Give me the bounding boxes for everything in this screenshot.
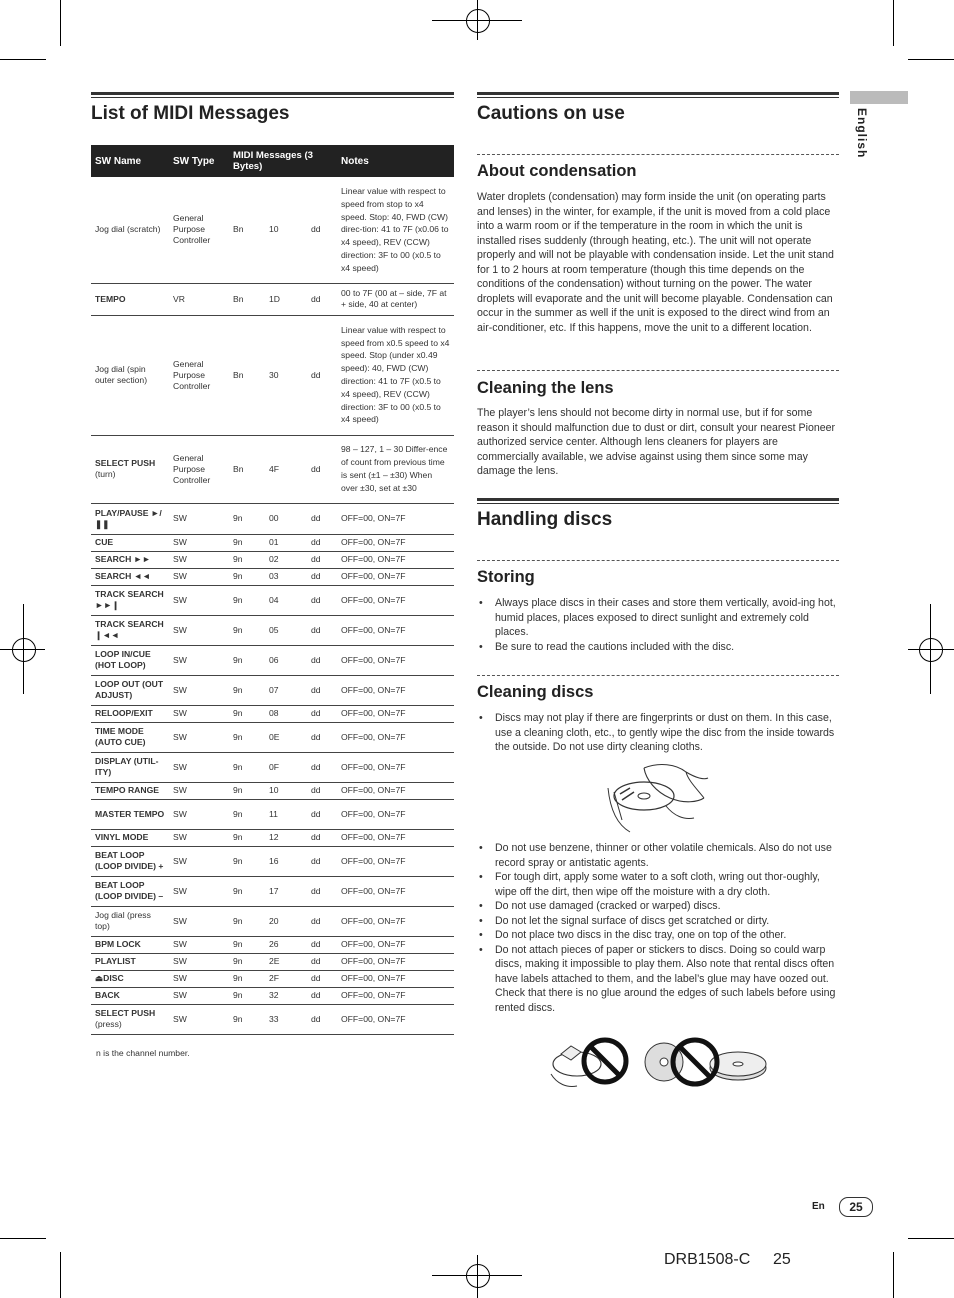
byte3-cell: dd xyxy=(307,846,337,876)
notes-cell: OFF=00, ON=7F xyxy=(337,953,454,970)
table-row xyxy=(91,503,454,534)
sw-name-cell xyxy=(91,315,169,435)
table-row xyxy=(91,705,454,722)
byte2-cell: 17 xyxy=(265,876,307,906)
notes-cell: OFF=00, ON=7F xyxy=(337,906,454,936)
sw-name-cell xyxy=(91,987,169,1004)
sw-type-cell: SW xyxy=(169,936,229,953)
sw-type-cell: SW xyxy=(169,752,229,782)
sw-name-cell xyxy=(91,722,169,752)
cleaning-list-1 xyxy=(477,711,839,755)
sw-name-text: ⏏DISC xyxy=(95,973,124,983)
sw-name-cell xyxy=(91,799,169,829)
sw-type-cell: SW xyxy=(169,846,229,876)
sw-name-text: SEARCH ◄◄ xyxy=(95,571,151,581)
table-row xyxy=(91,799,454,829)
table-row xyxy=(91,987,454,1004)
notes-cell: OFF=00, ON=7F xyxy=(337,722,454,752)
sw-name-text: BEAT LOOP (LOOP DIVIDE) + xyxy=(95,850,164,871)
table-row xyxy=(91,534,454,551)
sw-name-cell xyxy=(91,615,169,645)
table-row xyxy=(91,953,454,970)
byte2-cell: 04 xyxy=(265,585,307,615)
table-row xyxy=(91,970,454,987)
sw-name-cell xyxy=(91,705,169,722)
byte1-cell: Bn xyxy=(229,283,265,315)
byte3-cell: dd xyxy=(307,705,337,722)
sw-name-text: TEMPO RANGE xyxy=(95,785,159,795)
sw-name-text: TRACK SEARCH ►►❙ xyxy=(95,589,164,610)
byte2-cell: 26 xyxy=(265,936,307,953)
byte3-cell: dd xyxy=(307,315,337,435)
byte1-cell: Bn xyxy=(229,177,265,283)
list-item: • Be sure to read the cautions included with the disc. xyxy=(477,640,837,655)
table-row xyxy=(91,283,454,315)
midi-title: List of MIDI Messages xyxy=(91,103,290,124)
sw-name-text: BACK xyxy=(95,990,120,1000)
sw-name-cell xyxy=(91,177,169,283)
sw-name-text: LOOP IN/CUE (HOT LOOP) xyxy=(95,649,151,670)
byte1-cell: 9n xyxy=(229,970,265,987)
byte1-cell: Bn xyxy=(229,315,265,435)
sw-name-text: MASTER TEMPO xyxy=(95,808,165,819)
byte1-cell: 9n xyxy=(229,568,265,585)
list-item: • Always place discs in their cases and store them vertically, avoid-ing hot, humid places, places exposed to direct sunlight and extremely cold places. xyxy=(477,596,837,640)
sw-name-text: Jog dial (press top) xyxy=(95,910,151,931)
byte3-cell: dd xyxy=(307,953,337,970)
cleaning-list-2 xyxy=(477,841,839,1015)
cautions-title: Cautions on use xyxy=(477,103,625,124)
byte2-cell: 12 xyxy=(265,829,307,846)
notes-cell: OFF=00, ON=7F xyxy=(337,782,454,799)
language-tab xyxy=(850,91,908,104)
byte1-cell: 9n xyxy=(229,846,265,876)
byte1-cell: 9n xyxy=(229,645,265,675)
sw-name-cell xyxy=(91,846,169,876)
sw-name-cell xyxy=(91,876,169,906)
sw-type-cell: SW xyxy=(169,585,229,615)
sw-name-text: SELECT PUSH xyxy=(95,1008,156,1018)
sw-type-cell: SW xyxy=(169,615,229,645)
byte3-cell: dd xyxy=(307,551,337,568)
byte2-cell: 03 xyxy=(265,568,307,585)
sw-name-cell xyxy=(91,585,169,615)
byte3-cell: dd xyxy=(307,177,337,283)
byte1-cell: 9n xyxy=(229,953,265,970)
table-row xyxy=(91,177,454,283)
notes-cell: OFF=00, ON=7F xyxy=(337,551,454,568)
table-row xyxy=(91,645,454,675)
byte1-cell: 9n xyxy=(229,1004,265,1034)
sw-name-cell xyxy=(91,782,169,799)
sw-type-cell: VR xyxy=(169,283,229,315)
byte3-cell: dd xyxy=(307,936,337,953)
sw-name-sub: (turn) xyxy=(95,469,116,479)
sw-type-cell: SW xyxy=(169,568,229,585)
sw-type-cell: SW xyxy=(169,645,229,675)
condensation-heading: About condensation xyxy=(477,162,637,180)
byte3-cell: dd xyxy=(307,799,337,829)
table-row xyxy=(91,675,454,705)
byte1-cell: 9n xyxy=(229,675,265,705)
table-row xyxy=(91,782,454,799)
notes-cell: OFF=00, ON=7F xyxy=(337,752,454,782)
sw-name-cell xyxy=(91,675,169,705)
sw-type-cell: General Purpose Controller xyxy=(169,435,229,503)
sw-name-cell xyxy=(91,752,169,782)
sw-type-cell: SW xyxy=(169,876,229,906)
byte1-cell: 9n xyxy=(229,799,265,829)
byte2-cell: 20 xyxy=(265,906,307,936)
byte1-cell: 9n xyxy=(229,906,265,936)
notes-cell: OFF=00, ON=7F xyxy=(337,568,454,585)
sw-name-text: DISPLAY (UTIL-ITY) xyxy=(95,756,159,777)
table-row xyxy=(91,876,454,906)
midi-table xyxy=(91,145,454,1035)
col-header-sw-type: SW Type xyxy=(169,145,229,177)
notes-cell: OFF=00, ON=7F xyxy=(337,585,454,615)
byte3-cell: dd xyxy=(307,585,337,615)
byte3-cell: dd xyxy=(307,829,337,846)
byte3-cell: dd xyxy=(307,435,337,503)
sw-type-cell: SW xyxy=(169,675,229,705)
table-footnote: n is the channel number. xyxy=(96,1048,190,1058)
byte1-cell: 9n xyxy=(229,503,265,534)
sw-type-cell: SW xyxy=(169,782,229,799)
sw-name-cell xyxy=(91,936,169,953)
sw-type-cell: SW xyxy=(169,829,229,846)
byte2-cell: 10 xyxy=(265,177,307,283)
notes-cell: OFF=00, ON=7F xyxy=(337,534,454,551)
table-row xyxy=(91,615,454,645)
byte3-cell: dd xyxy=(307,987,337,1004)
storing-list xyxy=(477,596,837,654)
sw-type-cell: SW xyxy=(169,503,229,534)
byte2-cell: 2E xyxy=(265,953,307,970)
byte2-cell: 11 xyxy=(265,799,307,829)
sw-name-text: LOOP OUT (OUT ADJUST) xyxy=(95,679,164,700)
sw-type-cell: SW xyxy=(169,906,229,936)
byte1-cell: 9n xyxy=(229,585,265,615)
byte1-cell: 9n xyxy=(229,782,265,799)
no-stacked-discs-illustration xyxy=(642,1036,770,1088)
doc-code: DRB1508-C xyxy=(664,1251,751,1268)
col-header-notes: Notes xyxy=(337,145,454,177)
sw-name-text: RELOOP/EXIT xyxy=(95,708,153,718)
notes-cell: OFF=00, ON=7F xyxy=(337,829,454,846)
list-item: • Discs may not play if there are fingerprints or dust on them. In this case, use a cleaning cloth, etc., to gently wipe the disc from the inside towards the outside. Do not use dirty cleaning cloths. xyxy=(477,711,839,755)
notes-cell: OFF=00, ON=7F xyxy=(337,876,454,906)
sw-name-text: BEAT LOOP (LOOP DIVIDE) – xyxy=(95,880,164,901)
byte2-cell: 05 xyxy=(265,615,307,645)
notes-cell: 98 – 127, 1 – 30 Differ-ence of count from previous time is sent (±1 – ±30) When over ±30, set at ±30 xyxy=(337,435,454,503)
byte1-cell: 9n xyxy=(229,722,265,752)
sw-name-text: TIME MODE (AUTO CUE) xyxy=(95,726,146,747)
table-row xyxy=(91,1004,454,1034)
notes-cell: OFF=00, ON=7F xyxy=(337,936,454,953)
lens-text: The player’s lens should not become dirty in normal use, but if for some reason it should malfunction due to dust or dirt, consult your nearest Pioneer authorized service center. Although lens cleaners for players are commercially available, we advise against using them since some may damage the lens. xyxy=(477,407,836,477)
no-sticker-illustration xyxy=(547,1034,631,1090)
list-item: • Do not use benzene, thinner or other volatile chemicals. Also do not use record spray or antistatic agents. xyxy=(477,841,839,870)
list-item: • Do not place two discs in the disc tray, one on top of the other. xyxy=(477,928,839,943)
byte2-cell: 08 xyxy=(265,705,307,722)
byte3-cell: dd xyxy=(307,645,337,675)
table-row xyxy=(91,936,454,953)
byte2-cell: 06 xyxy=(265,645,307,675)
table-row xyxy=(91,722,454,752)
page-number-badge: 25 xyxy=(839,1197,873,1217)
col-header-midi-messages: MIDI Messages (3 Bytes) xyxy=(229,145,337,177)
cleaning-discs-heading: Cleaning discs xyxy=(477,683,594,701)
sw-name-sub: (press) xyxy=(95,1019,122,1029)
byte3-cell: dd xyxy=(307,675,337,705)
byte2-cell: 10 xyxy=(265,782,307,799)
sw-name-text: TRACK SEARCH ❙◄◄ xyxy=(95,619,164,640)
table-row xyxy=(91,568,454,585)
sw-name-text: PLAYLIST xyxy=(95,956,136,966)
byte1-cell: 9n xyxy=(229,752,265,782)
byte3-cell: dd xyxy=(307,534,337,551)
sw-name-cell xyxy=(91,283,169,315)
notes-cell: OFF=00, ON=7F xyxy=(337,987,454,1004)
sw-name-cell xyxy=(91,1004,169,1034)
sw-type-cell: SW xyxy=(169,970,229,987)
byte1-cell: 9n xyxy=(229,615,265,645)
sw-name-text: Jog dial (scratch) xyxy=(95,224,161,235)
byte2-cell: 0E xyxy=(265,722,307,752)
byte3-cell: dd xyxy=(307,283,337,315)
notes-cell: OFF=00, ON=7F xyxy=(337,503,454,534)
condensation-text: Water droplets (condensation) may form inside the unit (on operating parts and lenses) in the winter, for example, if the unit is moved from a cold place into a warm room or if the temperature in the room in which the unit is installed rises suddenly (through heating, etc.). The unit will not operate properly and will not be playable with condensation inside. Let the unit stand for 1 to 2 hours at room temperature (though this time depends on the conditions of the condensation) without turning on the power. The water droplets will evaporate and the unit will become playable. Condensation can occur in the summer as well if the unit is exposed to the direct wind from an air-conditioner, etc. If this happens, move the unit to a different location. xyxy=(477,191,834,334)
notes-cell: OFF=00, ON=7F xyxy=(337,970,454,987)
notes-cell: OFF=00, ON=7F xyxy=(337,846,454,876)
sw-type-cell: SW xyxy=(169,551,229,568)
table-row xyxy=(91,315,454,435)
notes-cell: Linear value with respect to speed from x0.5 speed to x4 speed. Stop (under x0.49 speed): 40, FWD (CW) direction: 41 to 7F (x0.5 to x4 speed), REV (CCW) direction: 3F to 00 (x0.5 to x4 speed) xyxy=(337,315,454,435)
table-row xyxy=(91,435,454,503)
table-row xyxy=(91,585,454,615)
sw-name-cell xyxy=(91,534,169,551)
byte1-cell: 9n xyxy=(229,705,265,722)
sw-name-text: TEMPO xyxy=(95,293,126,304)
sw-type-cell: General Purpose Controller xyxy=(169,315,229,435)
byte2-cell: 33 xyxy=(265,1004,307,1034)
language-label: English xyxy=(855,108,869,159)
notes-cell: OFF=00, ON=7F xyxy=(337,675,454,705)
table-row xyxy=(91,829,454,846)
byte2-cell: 30 xyxy=(265,315,307,435)
sw-name-text: SELECT PUSH xyxy=(95,458,156,468)
sw-name-cell xyxy=(91,503,169,534)
list-item: • Do not attach pieces of paper or stickers to discs. Doing so could warp discs, making it impossible to play them. Also note that rental discs often have labels attached to them, and the label’s glue may have oozed out. Check that there is no glue around the edges of such labels before using rented discs. xyxy=(477,943,839,1016)
byte2-cell: 07 xyxy=(265,675,307,705)
notes-cell: OFF=00, ON=7F xyxy=(337,1004,454,1034)
sw-name-cell xyxy=(91,906,169,936)
notes-cell: OFF=00, ON=7F xyxy=(337,645,454,675)
byte1-cell: 9n xyxy=(229,829,265,846)
byte2-cell: 02 xyxy=(265,551,307,568)
sw-name-cell xyxy=(91,435,169,503)
byte3-cell: dd xyxy=(307,752,337,782)
byte3-cell: dd xyxy=(307,970,337,987)
sw-name-text: Jog dial (spin outer section) xyxy=(95,364,148,385)
sw-type-cell: SW xyxy=(169,987,229,1004)
sw-name-cell xyxy=(91,645,169,675)
byte2-cell: 00 xyxy=(265,503,307,534)
table-row xyxy=(91,846,454,876)
sw-name-text: PLAY/PAUSE ►/❚❚ xyxy=(95,507,162,529)
byte2-cell: 2F xyxy=(265,970,307,987)
notes-cell: OFF=00, ON=7F xyxy=(337,615,454,645)
byte2-cell: 16 xyxy=(265,846,307,876)
sw-type-cell: SW xyxy=(169,534,229,551)
sw-type-cell: SW xyxy=(169,722,229,752)
list-item: • Do not let the signal surface of discs get scratched or dirty. xyxy=(477,914,839,929)
table-row xyxy=(91,551,454,568)
byte2-cell: 32 xyxy=(265,987,307,1004)
notes-cell: OFF=00, ON=7F xyxy=(337,799,454,829)
sw-name-cell xyxy=(91,829,169,846)
byte3-cell: dd xyxy=(307,906,337,936)
sw-name-text: CUE xyxy=(95,537,114,547)
storing-heading: Storing xyxy=(477,568,535,586)
byte2-cell: 0F xyxy=(265,752,307,782)
table-row xyxy=(91,906,454,936)
sw-type-cell: SW xyxy=(169,953,229,970)
sw-name-text: VINYL MODE xyxy=(95,832,149,842)
notes-cell: 00 to 7F (00 at – side, 7F at + side, 40 at center) xyxy=(337,283,454,315)
byte1-cell: 9n xyxy=(229,936,265,953)
byte3-cell: dd xyxy=(307,782,337,799)
notes-cell: OFF=00, ON=7F xyxy=(337,705,454,722)
footer-lang-code: En xyxy=(812,1201,825,1212)
sw-name-cell xyxy=(91,953,169,970)
table-row xyxy=(91,752,454,782)
byte2-cell: 4F xyxy=(265,435,307,503)
lens-heading: Cleaning the lens xyxy=(477,379,614,397)
list-item: • For tough dirt, apply some water to a soft cloth, wring out thor-oughly, wipe off the dirt, then wipe off the moisture with a dry cloth. xyxy=(477,870,839,899)
byte3-cell: dd xyxy=(307,1004,337,1034)
byte1-cell: 9n xyxy=(229,534,265,551)
sw-name-cell xyxy=(91,551,169,568)
sw-name-text: SEARCH ►► xyxy=(95,554,151,564)
byte3-cell: dd xyxy=(307,503,337,534)
doc-page: 25 xyxy=(773,1251,791,1268)
sw-name-cell xyxy=(91,970,169,987)
notes-cell: Linear value with respect to speed from stop to x4 speed. Stop: 40, FWD (CW) direc-tion: 41 to 7F (x0.06 to x4 speed), REV (CCW) direction: 3F to 00 (x0.5 to x4 speed) xyxy=(337,177,454,283)
sw-type-cell: General Purpose Controller xyxy=(169,177,229,283)
byte3-cell: dd xyxy=(307,615,337,645)
byte3-cell: dd xyxy=(307,568,337,585)
byte1-cell: Bn xyxy=(229,435,265,503)
sw-name-cell xyxy=(91,568,169,585)
byte1-cell: 9n xyxy=(229,551,265,568)
list-item: • Do not use damaged (cracked or warped) discs. xyxy=(477,899,839,914)
sw-type-cell: SW xyxy=(169,1004,229,1034)
byte3-cell: dd xyxy=(307,876,337,906)
col-header-sw-name: SW Name xyxy=(91,145,169,177)
sw-name-text: BPM LOCK xyxy=(95,939,141,949)
byte1-cell: 9n xyxy=(229,876,265,906)
byte2-cell: 1D xyxy=(265,283,307,315)
byte2-cell: 01 xyxy=(265,534,307,551)
byte1-cell: 9n xyxy=(229,987,265,1004)
handling-discs-title: Handling discs xyxy=(477,509,613,530)
wipe-disc-illustration xyxy=(604,758,712,834)
sw-type-cell: SW xyxy=(169,799,229,829)
sw-type-cell: SW xyxy=(169,705,229,722)
byte3-cell: dd xyxy=(307,722,337,752)
